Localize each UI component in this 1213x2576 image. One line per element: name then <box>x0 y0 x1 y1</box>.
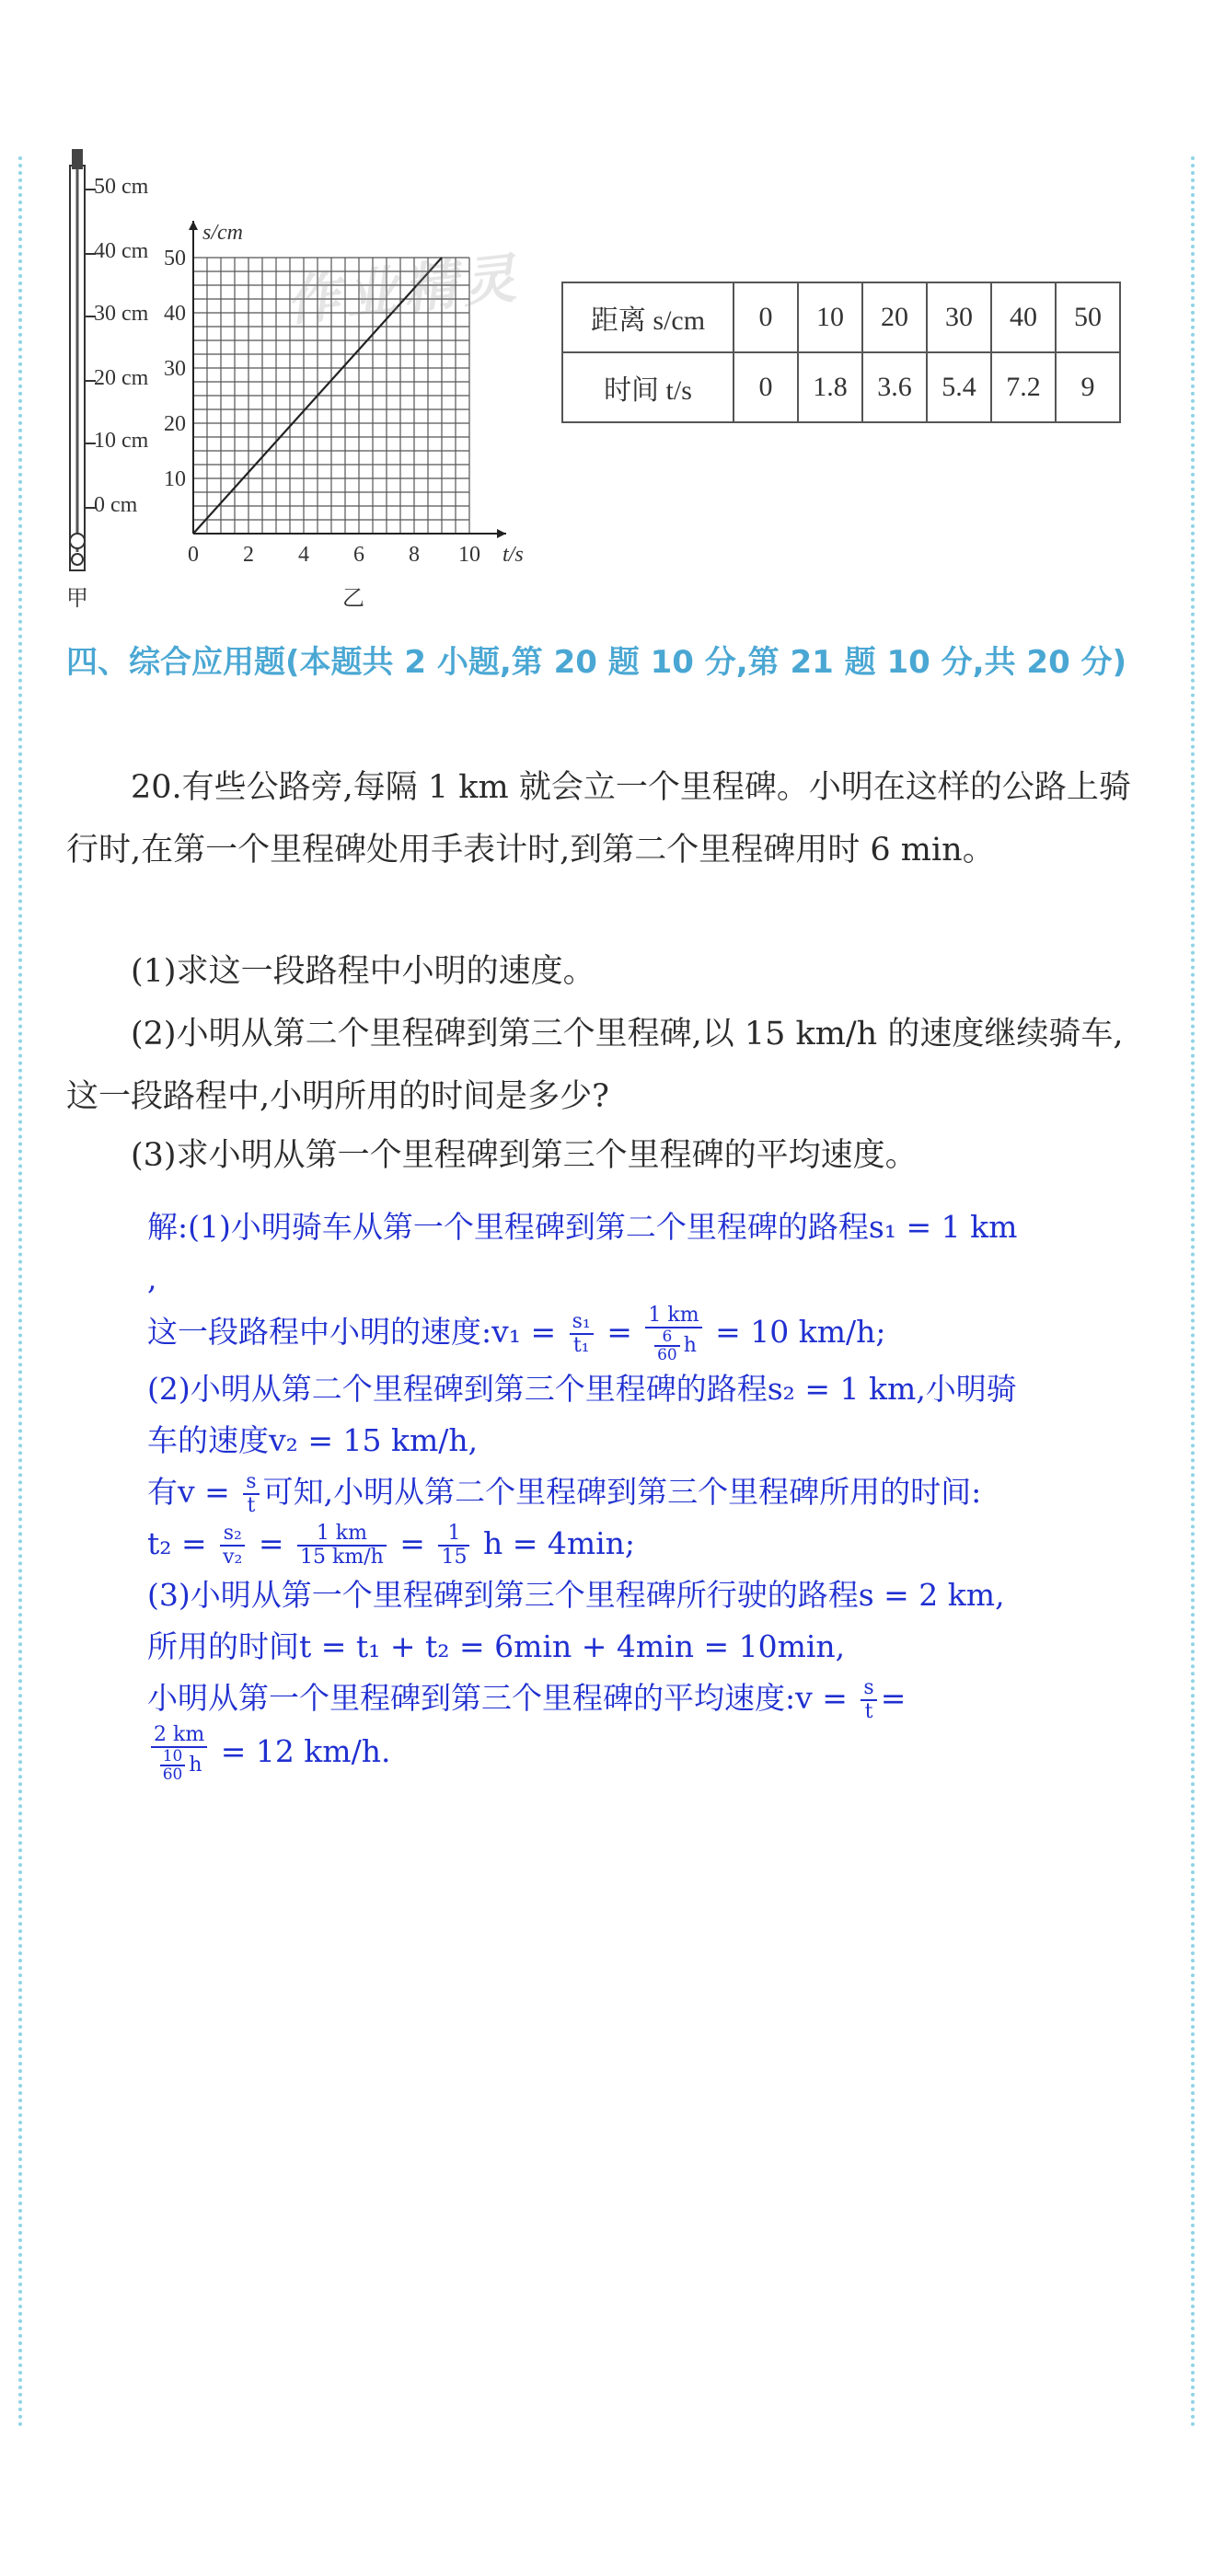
solution-text: 这一段路程中小明的速度:v₁ = <box>147 1314 566 1350</box>
x-tick-label: 0 <box>188 543 199 561</box>
numerator: s <box>861 1677 876 1701</box>
numerator: s₁ <box>570 1311 594 1335</box>
solution-line: t₂ = $\frac{\text{s₂}}{\text{v₂}}$ = $\frac{1 km}{15 km/h}$ = $\frac{1}{15}$ h = 4min; <box>147 1522 636 1569</box>
fraction <box>438 1523 469 1569</box>
solution-text: 可知,小明从第二个里程碑到第三个里程碑所用的时间: <box>262 1474 982 1510</box>
ruler-label-40: 40 cm <box>94 239 149 263</box>
y-tick-label: 50 <box>164 247 186 270</box>
denominator: 60 <box>162 1765 183 1784</box>
table-cell: 10 <box>798 282 862 352</box>
numerator: 6 <box>654 1328 680 1347</box>
numerator: 2 km <box>151 1724 207 1748</box>
solution-text: = 12 km/h. <box>220 1733 391 1769</box>
solution-block <box>147 1202 1160 1783</box>
fraction <box>297 1523 387 1569</box>
solution-line: , <box>147 1260 157 1296</box>
table-row <box>562 352 1120 422</box>
y-tick-label: 40 <box>164 302 186 326</box>
table-cell: 40 <box>991 282 1056 352</box>
denominator: 15 <box>441 1546 468 1569</box>
table-cell: 1.8 <box>798 352 862 422</box>
ruler-label-10: 10 cm <box>94 429 149 453</box>
distance-time-table <box>561 282 1121 423</box>
fraction <box>220 1523 245 1569</box>
question-part-3: (3)求小明从第一个里程碑到第三个里程碑的平均速度。 <box>131 1137 918 1174</box>
denominator: 15 km/h <box>300 1546 384 1569</box>
denominator: t <box>247 1494 256 1517</box>
numerator: s <box>243 1471 259 1495</box>
solution-line: 小明从第一个里程碑到第三个里程碑的平均速度:v = $\frac{s}{t}$ = <box>147 1676 907 1723</box>
x-tick-label: 10 <box>458 543 480 561</box>
numerator: 1 km <box>645 1305 701 1328</box>
y-tick-label: 20 <box>164 412 186 436</box>
solution-line: (3)小明从第一个里程碑到第三个里程碑所行驶的路程s = 2 km, <box>147 1577 1005 1613</box>
fraction <box>160 1748 186 1783</box>
unit: h <box>189 1754 202 1777</box>
fraction <box>151 1724 207 1783</box>
right-dotted-border <box>1191 156 1195 2429</box>
y-axis-label: s/cm <box>202 221 243 245</box>
numerator: 10 <box>160 1748 186 1766</box>
question-part-2: (2)小明从第二个里程碑到第三个里程碑,以 15 km/h 的速度继续骑车,这一段路程中,小明所用的时间是多少? <box>66 1016 1124 1115</box>
figure-label-yi: 乙 <box>342 585 364 611</box>
solution-line: 解:(1)小明骑车从第一个里程碑到第二个里程碑的路程s₁ = 1 km <box>147 1209 1018 1245</box>
question-intro: 20.有些公路旁,每隔 1 km 就会立一个里程碑。小明在这样的公路上骑行时,在第一个里程碑处用手表计时,到第二个里程碑用时 6 min。 <box>66 769 1131 868</box>
table-cell: 7.2 <box>991 352 1056 422</box>
unit: h <box>683 1334 697 1357</box>
solution-text: = 10 km/h; <box>715 1314 886 1350</box>
denominator: t <box>864 1700 873 1723</box>
numerator: 1 km <box>297 1523 387 1547</box>
x-tick-label: 2 <box>243 543 254 561</box>
fraction <box>645 1305 701 1363</box>
figure-label-jia: 甲 <box>66 585 88 611</box>
left-dotted-border <box>18 156 22 2429</box>
denominator <box>645 1328 701 1363</box>
x-axis-arrow <box>497 529 506 538</box>
solution-line <box>147 1724 1160 1783</box>
question-part-1: (1)求这一段路程中小明的速度。 <box>131 953 595 990</box>
table-cell: 9 <box>1056 352 1120 422</box>
denominator: t₁ <box>572 1334 590 1357</box>
denominator: 60 <box>657 1346 677 1364</box>
table-cell: 30 <box>927 282 991 352</box>
fraction <box>861 1677 876 1723</box>
table-header-distance: 距离 s/cm <box>562 282 734 352</box>
ruler-label-50: 50 cm <box>94 175 149 199</box>
denominator: v₂ <box>223 1546 243 1569</box>
table-cell: 20 <box>862 282 927 352</box>
x-tick-label: 6 <box>353 543 364 561</box>
watermark: 作业精灵 <box>283 246 525 334</box>
numerator: 1 <box>438 1523 469 1547</box>
ruler-label-30: 30 cm <box>94 302 149 326</box>
solution-text: t₂ = <box>147 1525 217 1561</box>
y-tick-label: 10 <box>164 467 186 491</box>
y-axis-arrow <box>189 221 198 230</box>
x-tick-label: 8 <box>409 543 420 561</box>
table-header-time: 时间 t/s <box>562 352 734 422</box>
fraction <box>243 1471 259 1517</box>
solution-line <box>147 1466 1160 1518</box>
section-title: 四、综合应用题(本题共 2 小题,第 20 题 10 分,第 21 题 10 分,共 20 分) <box>66 644 1127 681</box>
fraction <box>654 1328 680 1363</box>
table-cell: 0 <box>734 282 798 352</box>
table-cell: 3.6 <box>862 352 927 422</box>
y-tick-label: 30 <box>164 357 186 381</box>
solution-text: 有v = <box>147 1474 240 1510</box>
denominator <box>151 1748 207 1783</box>
x-tick-label: 4 <box>298 543 309 561</box>
table-cell: 0 <box>734 352 798 422</box>
table-cell: 5.4 <box>927 352 991 422</box>
solution-text: h = 4min; <box>482 1525 636 1561</box>
solution-text: 小明从第一个里程碑到第三个里程碑的平均速度:v = <box>147 1680 858 1716</box>
x-axis-label: t/s <box>503 543 524 561</box>
solution-line: 车的速度v₂ = 15 km/h, <box>147 1422 479 1458</box>
fraction <box>570 1311 594 1357</box>
ruler-label-0: 0 cm <box>94 493 138 517</box>
table-cell: 50 <box>1056 282 1120 352</box>
numerator: s₂ <box>220 1523 245 1547</box>
solution-line: 所用的时间t = t₁ + t₂ = 6min + 4min = 10min, <box>147 1628 846 1664</box>
solution-line: 这一段路程中小明的速度:v₁ = $\frac{\text{s₁}}{\text{t₁}}$ = 1 km $\frac{6}{60}$ h = 10 km/h; <box>147 1304 886 1364</box>
ruler-label-20: 20 cm <box>94 366 149 390</box>
solution-line: (2)小明从第二个里程碑到第三个里程碑的路程s₂ = 1 km,小明骑 <box>147 1371 1017 1407</box>
table-row <box>562 282 1120 352</box>
